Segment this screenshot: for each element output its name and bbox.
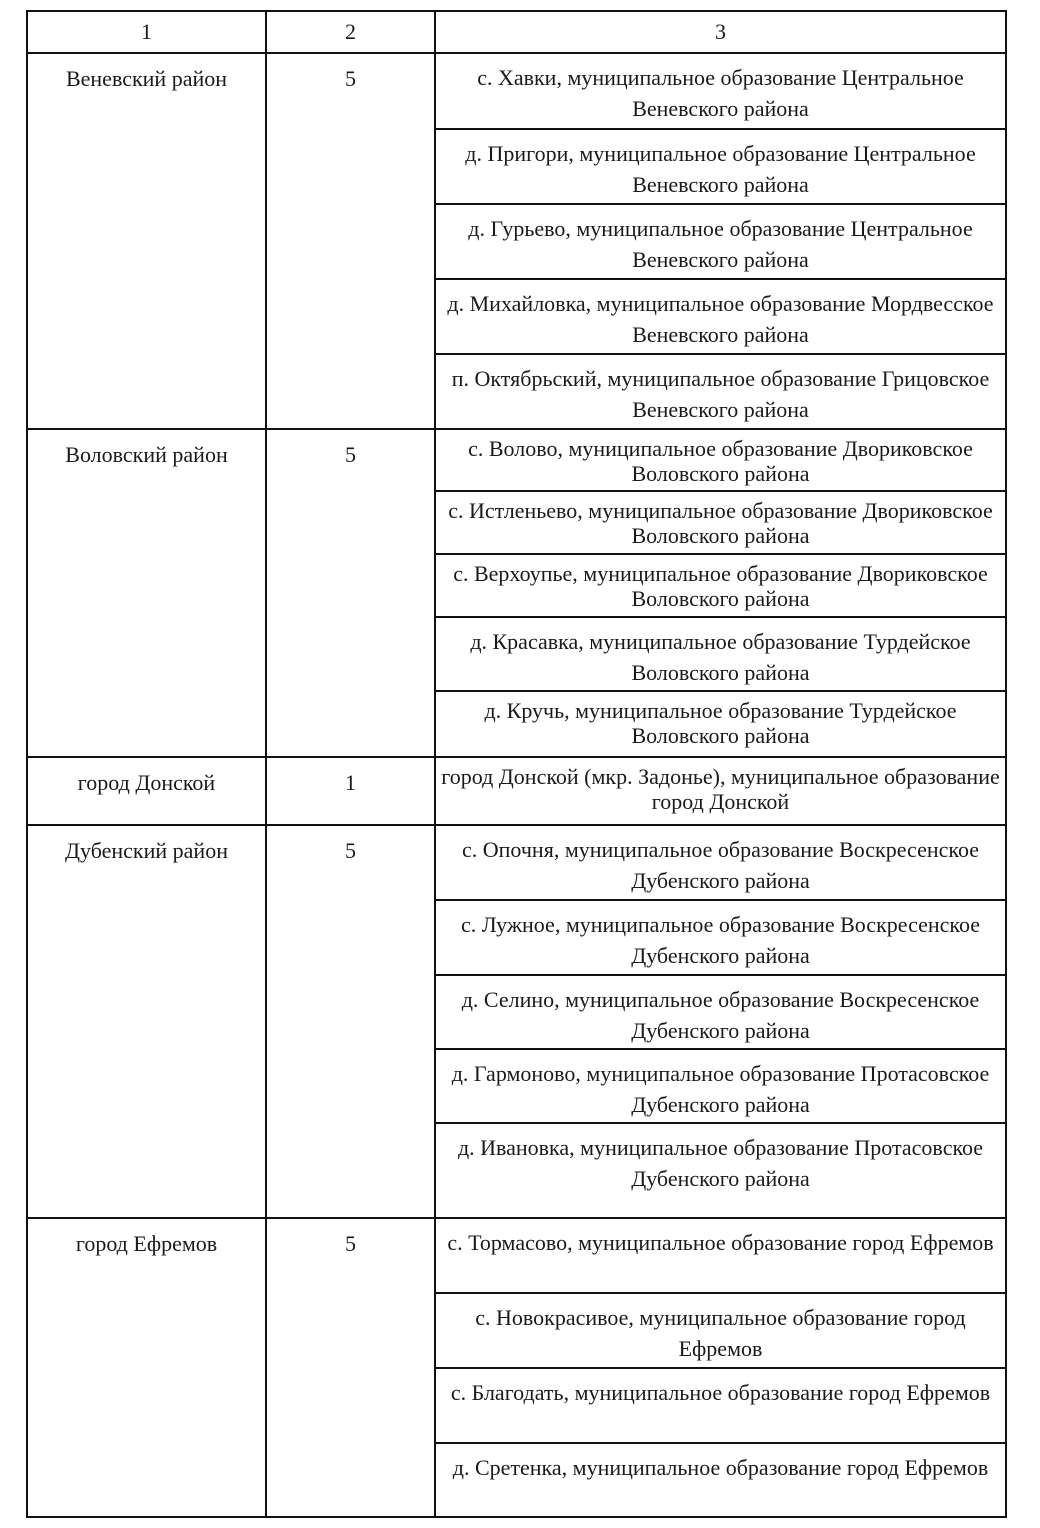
settlement-cell: с. Опочня, муниципальное образование Воскресенское Дубенского района xyxy=(436,826,1005,901)
district-group xyxy=(28,758,1005,826)
settlement-cell: с. Хавки, муниципальное образование Центральное Веневского района xyxy=(436,54,1005,130)
district-name: Воловский район xyxy=(65,442,228,467)
district-name: Веневский район xyxy=(65,66,228,91)
table-header-row xyxy=(28,12,1005,54)
district-group xyxy=(28,54,1005,430)
settlement-cell: д. Красавка, муниципальное образование Турдейское Воловского района xyxy=(436,618,1005,692)
settlement-cell: д. Селино, муниципальное образование Воскресенское Дубенского района xyxy=(436,976,1005,1050)
settlement-count: 5 xyxy=(265,54,434,428)
settlement-list xyxy=(434,54,1005,428)
settlement-cell: с. Верхоупье, муниципальное образование Двориковское Воловского района xyxy=(436,555,1005,618)
settlement-cell: д. Гармоново, муниципальное образование Протасовское Дубенского района xyxy=(436,1050,1005,1124)
settlement-cell: п. Октябрьский, муниципальное образование Грицовское Веневского района xyxy=(451,366,990,422)
settlement-list xyxy=(434,1219,1005,1516)
settlement-count: 5 xyxy=(265,1219,434,1516)
settlement-cell: д. Кручь, муниципальное образование Турдейское Воловского района xyxy=(484,698,957,748)
settlement-cell: с. Новокрасивое, муниципальное образование город Ефремов xyxy=(436,1294,1005,1369)
settlement-cell: д. Ивановка, муниципальное образование Протасовское Дубенского района xyxy=(457,1135,984,1191)
header-col-3: 3 xyxy=(434,12,1005,52)
settlement-cell: город Донской (мкр. Задонье), муниципальное образование город Донской xyxy=(441,764,1000,814)
district-name: город Донской xyxy=(77,770,216,795)
settlement-list xyxy=(434,430,1005,756)
district-group xyxy=(28,430,1005,758)
settlement-count: 1 xyxy=(265,758,434,824)
settlement-cell: д. Сретенка, муниципальное образование город Ефремов xyxy=(452,1455,989,1480)
settlement-list xyxy=(434,758,1005,824)
settlement-list xyxy=(434,826,1005,1217)
settlement-cell: д. Михайловка, муниципальное образование Мордвесское Веневского района xyxy=(436,280,1005,355)
settlement-cell: с. Волово, муниципальное образование Двориковское Воловского района xyxy=(436,430,1005,492)
settlements-table xyxy=(26,10,1007,1518)
district-name: город Ефремов xyxy=(75,1231,218,1256)
settlement-cell: д. Пригори, муниципальное образование Центральное Веневского района xyxy=(436,130,1005,205)
header-col-2: 2 xyxy=(265,12,434,52)
settlement-cell: с. Лужное, муниципальное образование Воскресенское Дубенского района xyxy=(436,901,1005,976)
settlement-count: 5 xyxy=(265,430,434,756)
district-name: Дубенский район xyxy=(65,838,228,863)
header-col-1: 1 xyxy=(141,19,152,44)
settlement-cell: д. Гурьево, муниципальное образование Центральное Веневского района xyxy=(436,205,1005,280)
settlement-cell: с. Тормасово, муниципальное образование город Ефремов xyxy=(436,1219,1005,1294)
district-group xyxy=(28,1219,1005,1516)
settlement-cell: с. Истленьево, муниципальное образование Двориковское Воловского района xyxy=(436,492,1005,555)
settlement-count: 5 xyxy=(265,826,434,1217)
settlement-cell: с. Благодать, муниципальное образование город Ефремов xyxy=(436,1369,1005,1444)
district-group xyxy=(28,826,1005,1219)
